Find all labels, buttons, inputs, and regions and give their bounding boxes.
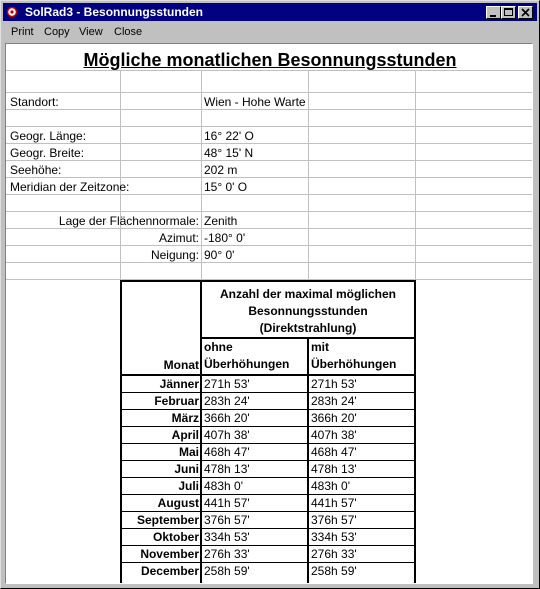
ohne-cell: 441h 57' — [204, 496, 250, 510]
mit-cell: 283h 24' — [311, 394, 357, 408]
ohne-cell: 271h 53' — [204, 377, 250, 391]
month-cell: Jänner — [159, 377, 199, 391]
month-cell: Juni — [174, 462, 199, 476]
minimize-icon — [487, 7, 500, 18]
ohne-cell: 276h 33' — [204, 547, 250, 561]
month-cell: August — [157, 496, 199, 510]
menu-bar — [3, 22, 537, 41]
month-cell: März — [171, 411, 199, 425]
window-title: SolRad3 - Besonnungsstunden — [25, 5, 204, 19]
maximize-button[interactable] — [501, 6, 516, 19]
report-title: Mögliche monatlichen Besonnungsstunden — [83, 50, 457, 70]
ohne-cell: 334h 53' — [204, 530, 250, 544]
close-button[interactable] — [518, 6, 533, 19]
meridian-label: Meridian der Zeitzone: — [10, 180, 130, 194]
neigung-value: 90° 0' — [204, 248, 235, 262]
column-header-monat: Monat — [163, 358, 199, 372]
seehoehe-label: Seehöhe: — [10, 163, 62, 177]
mit-cell: 276h 33' — [311, 547, 357, 561]
column-header-ohne: ohne Überhöhungen — [204, 340, 290, 371]
menu-view[interactable]: View — [79, 26, 103, 38]
ohne-cell: 366h 20' — [204, 411, 250, 425]
month-cell: Mai — [178, 445, 199, 459]
mit-cell: 271h 53' — [311, 377, 357, 391]
month-cell: Februar — [154, 394, 199, 408]
seehoehe-value: 202 m — [204, 163, 238, 177]
lage-value: Zenith — [204, 214, 238, 228]
table-group-header: Anzahl der maximal möglichen Besonnungsstunden (Direktstrahlung) — [219, 287, 397, 335]
laenge-value: 16° 22' O — [204, 129, 254, 143]
laenge-label: Geogr. Länge: — [10, 129, 87, 143]
report-sheet[interactable] — [5, 43, 533, 584]
mit-cell: 376h 57' — [311, 513, 357, 527]
azimut-value: -180° 0' — [204, 231, 246, 245]
neigung-label: Neigung: — [150, 248, 199, 262]
title-bar[interactable] — [3, 3, 537, 21]
ohne-cell: 483h 0' — [204, 479, 243, 493]
month-cell: December — [140, 564, 199, 578]
ohne-cell: 376h 57' — [204, 513, 250, 527]
mit-cell: 478h 13' — [311, 462, 357, 476]
mit-cell: 441h 57' — [311, 496, 357, 510]
ohne-cell: 407h 38' — [204, 428, 250, 442]
menu-close[interactable]: Close — [114, 26, 143, 38]
mit-cell: 334h 53' — [311, 530, 357, 544]
ohne-cell: 478h 13' — [204, 462, 250, 476]
ohne-cell: 258h 59' — [204, 564, 250, 578]
mit-cell: 468h 47' — [311, 445, 357, 459]
month-cell: September — [136, 513, 199, 527]
mit-cell: 407h 38' — [311, 428, 357, 442]
month-cell: April — [171, 428, 199, 442]
mit-cell: 483h 0' — [311, 479, 350, 493]
column-header-mit: mit Überhöhungen — [311, 340, 397, 371]
month-cell: Juli — [178, 479, 199, 493]
lage-label: Lage der Flächennormale: — [58, 214, 199, 228]
standort-label: Standort: — [10, 95, 59, 109]
menu-print[interactable]: Print — [11, 26, 34, 38]
azimut-label: Azimut: — [158, 231, 199, 245]
standort-value: Wien - Hohe Warte — [204, 95, 306, 109]
breite-value: 48° 15' N — [204, 146, 254, 160]
breite-label: Geogr. Breite: — [10, 146, 85, 160]
ohne-cell: 283h 24' — [204, 394, 250, 408]
ohne-cell: 468h 47' — [204, 445, 250, 459]
close-icon — [519, 7, 532, 18]
mit-cell: 258h 59' — [311, 564, 357, 578]
menu-copy[interactable]: Copy — [44, 26, 70, 38]
meridian-value: 15° 0' O — [204, 180, 248, 194]
maximize-icon — [502, 7, 515, 18]
month-cell: November — [140, 547, 199, 561]
minimize-button[interactable] — [486, 6, 501, 19]
mit-cell: 366h 20' — [311, 411, 357, 425]
month-cell: Oktober — [152, 530, 199, 544]
app-icon[interactable] — [6, 6, 18, 18]
